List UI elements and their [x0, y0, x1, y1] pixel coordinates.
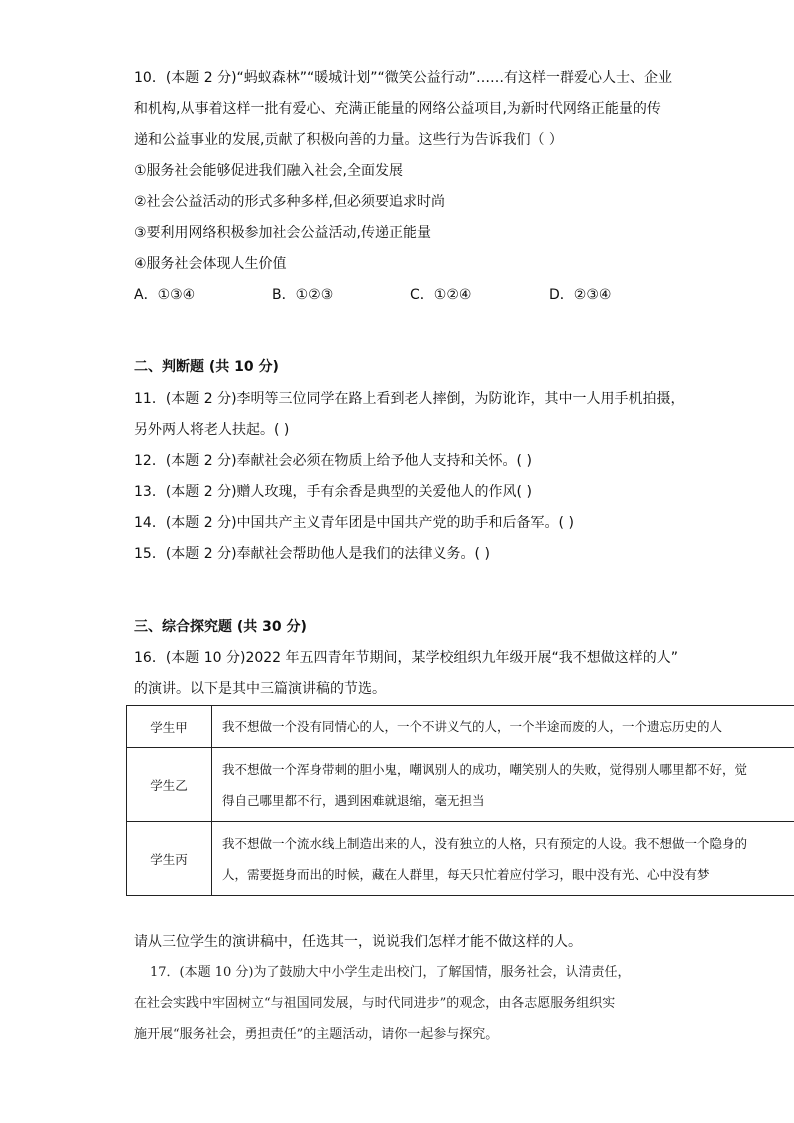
student-label: 学生甲 [127, 706, 212, 748]
speech-line: 人，需要挺身而出的时候，藏在人群里，每天只忙着应付学习，眼中没有光、心中没有梦 [222, 866, 710, 882]
q16-ask: 请从三位学生的演讲稿中，任选其一，说说我们怎样才能不做这样的人。 [134, 934, 582, 950]
q10-option-c: C．①②④ [410, 287, 472, 303]
q10-statement-3: ③要利用网络积极参加社会公益活动,传递正能量 [134, 225, 431, 241]
q17-line2: 在社会实践中牢固树立“与祖国同发展，与时代同进步”的观念，由各志愿服务组织实 [134, 996, 616, 1011]
q15: 15．(本题 2 分)奉献社会帮助他人是我们的法律义务。( ) [134, 546, 490, 562]
section-2-title: 二、判断题 (共 10 分) [134, 359, 279, 375]
q10-stem-line1: 10．(本题 2 分)“蚂蚁森林”“暖城计划”“微笑公益行动”……有这样一群爱心人士、企业 [134, 70, 673, 86]
section-3-title: 三、综合探究题 (共 30 分) [134, 619, 307, 635]
student-label: 学生丙 [127, 822, 212, 896]
speech-text [212, 706, 794, 748]
q10-stem-line3: 递和公益事业的发展,贡献了积极向善的力量。这些行为告诉我们（ ） [134, 132, 563, 148]
speech-line: 我不想做一个浑身带刺的胆小鬼，嘲讽别人的成功，嘲笑别人的失败，觉得别人哪里都不好，觉 [222, 761, 748, 777]
q10-option-a: A．①③④ [134, 287, 196, 303]
q10-stem-line2: 和机构,从事着这样一批有爱心、充满正能量的网络公益项目,为新时代网络正能量的传 [134, 101, 661, 117]
q10-statement-1: ①服务社会能够促进我们融入社会,全面发展 [134, 163, 403, 179]
speech-line: 得自己哪里都不行，遇到困难就退缩，毫无担当 [222, 792, 485, 808]
q12: 12．(本题 2 分)奉献社会必须在物质上给予他人支持和关怀。( ) [134, 453, 532, 469]
speech-line: 我不想做一个流水线上制造出来的人，没有独立的人格，只有预定的人设。我不想做一个隐身的 [222, 835, 748, 851]
speech-excerpt-table [126, 705, 794, 896]
q11-line1: 11．(本题 2 分)李明等三位同学在路上看到老人摔倒，为防讹诈，其中一人用手机拍摄， [134, 391, 685, 407]
q16-line1: 16．(本题 10 分)2022 年五四青年节期间，某学校组织九年级开展“我不想做这样的人” [134, 650, 679, 666]
speech-text [212, 822, 794, 896]
student-label: 学生乙 [127, 748, 212, 822]
q13: 13．(本题 2 分)赠人玫瑰，手有余香是典型的关爱他人的作风( ) [134, 484, 532, 500]
q10-statement-2: ②社会公益活动的形式多种多样,但必须要追求时尚 [134, 194, 445, 210]
speech-line: 我不想做一个没有同情心的人，一个不讲义气的人，一个半途而废的人，一个遗忘历史的人 [222, 719, 723, 734]
q11-line2: 另外两人将老人扶起。( ) [134, 422, 290, 438]
table-row [127, 822, 794, 896]
q10-option-d: D．②③④ [549, 287, 612, 303]
q17-line1: 17．(本题 10 分)为了鼓励大中小学生走出校门，了解国情，服务社会，认清责任， [150, 965, 631, 980]
q14: 14．(本题 2 分)中国共产主义青年团是中国共产党的助手和后备军。( ) [134, 515, 574, 531]
q17-line3: 施开展“服务社会，勇担责任”的主题活动，请你一起参与探究。 [134, 1027, 499, 1042]
speech-text [212, 748, 794, 822]
q10-option-b: B．①②③ [272, 287, 334, 303]
table-row [127, 706, 794, 748]
q16-line2: 的演讲。以下是其中三篇演讲稿的节选。 [134, 681, 386, 697]
q10-statement-4: ④服务社会体现人生价值 [134, 256, 287, 272]
table-row [127, 748, 794, 822]
